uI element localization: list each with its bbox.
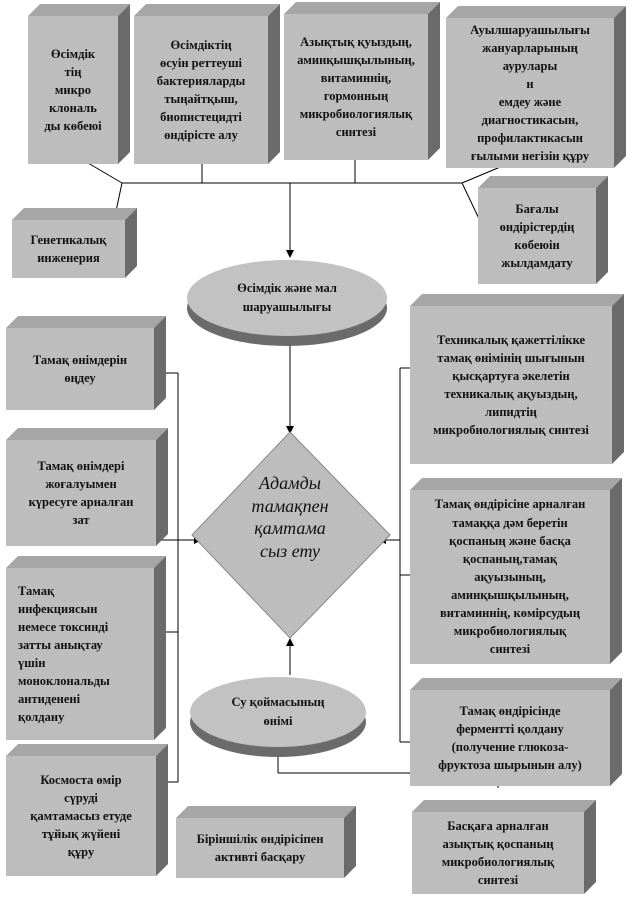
ellipse-agriculture-label: Өсімдік және мал шаруашылығы (237, 281, 337, 314)
box-enzyme-use (410, 690, 610, 786)
box-animal-disease-label: Ауылшаруашылығы жануарларының аурулары н емдеу және диагностикасын, профилактикасын ғылыми негізін құру (470, 22, 590, 164)
box-additive-synthesis-label: Басқаға арналған азықтық қоспаның микробиологиялық синтезі (441, 818, 555, 888)
connector-b1 (88, 163, 122, 183)
box-micropropagation (28, 16, 118, 164)
box-growth-regulators (134, 16, 268, 164)
box-enzyme-use-label: Тамақ өндірісінде ферментті қолдану (получение глюкоза- фруктоза шырынын алу) (438, 703, 582, 773)
box-breeding-acceleration-label: Бағалы өндірістердің көбеюін жылдамдату (499, 201, 575, 271)
box-growth-regulators-label: Өсімдіктің өсуін реттеуші бактерияларды тыңайтқыш, биопистецидті өндірісте алу (156, 37, 246, 143)
box-primary-production (176, 818, 344, 878)
box-monoclonal-antibodies-label: Тамақ инфекциясын немесе токсинді затты анықтау үшін моноклональды антиденені қолдану (18, 583, 110, 725)
box-genetic-engineering-label: Генетикалық инженерия (30, 232, 107, 265)
box-flavor-additives-synthesis (410, 490, 610, 664)
box-breeding-acceleration (478, 188, 596, 284)
box-space-life-support-label: Космоста өмір сүруді қамтамасыз етуде тұйық жүйені құру (30, 772, 132, 860)
box-primary-production-label: Біріншілік өндірісіпен активті басқару (196, 831, 324, 864)
box-animal-disease (446, 18, 614, 168)
box-monoclonal-antibodies (6, 568, 154, 740)
box-feed-protein-synthesis (284, 14, 428, 160)
box-genetic-engineering (12, 220, 125, 278)
ellipse-agriculture (187, 260, 387, 336)
center-diamond-text: Адамды тамақпен қамтама сыз ету (251, 473, 329, 561)
ellipse-reservoir-label: Су қоймасының өнімі (231, 695, 325, 728)
box-food-loss-label: Тамақ өнімдері жоғалуымен күресуге арналған зат (28, 458, 134, 528)
box-flavor-additives-synthesis-label: Тамақ өндірісіне арналған тамаққа дәм беретін қоспаның және басқа қоспаның,тамақ ақуызының, аминқышқылының, витаминнің, көмірсудың микробиологиялық синтезі (434, 497, 586, 657)
box-food-loss (6, 440, 156, 546)
box-technical-protein-synthesis-label: Техникалық қажеттілікке тамақ өнімінің шығынын қысқартуға әкелетін техникалық ақуыздың, липидтің микробиологиялық синтезі (433, 332, 589, 438)
box-technical-protein-synthesis (410, 306, 612, 464)
center-diamond-label (230, 472, 350, 562)
box-food-processing-label: Тамақ өнімдерін өңдеу (32, 352, 128, 385)
box-space-life-support (6, 756, 156, 876)
ellipse-reservoir (190, 677, 366, 747)
box-additive-synthesis (412, 812, 584, 894)
box-micropropagation-label: Өсімдік тің микро клональ ды көбеюі (44, 46, 102, 134)
box-feed-protein-synthesis-label: Азықтық қуыздың, аминқышқылының, витаминнің, гормонның микробиологиялық синтезі (297, 34, 415, 140)
box-food-processing (6, 328, 154, 410)
